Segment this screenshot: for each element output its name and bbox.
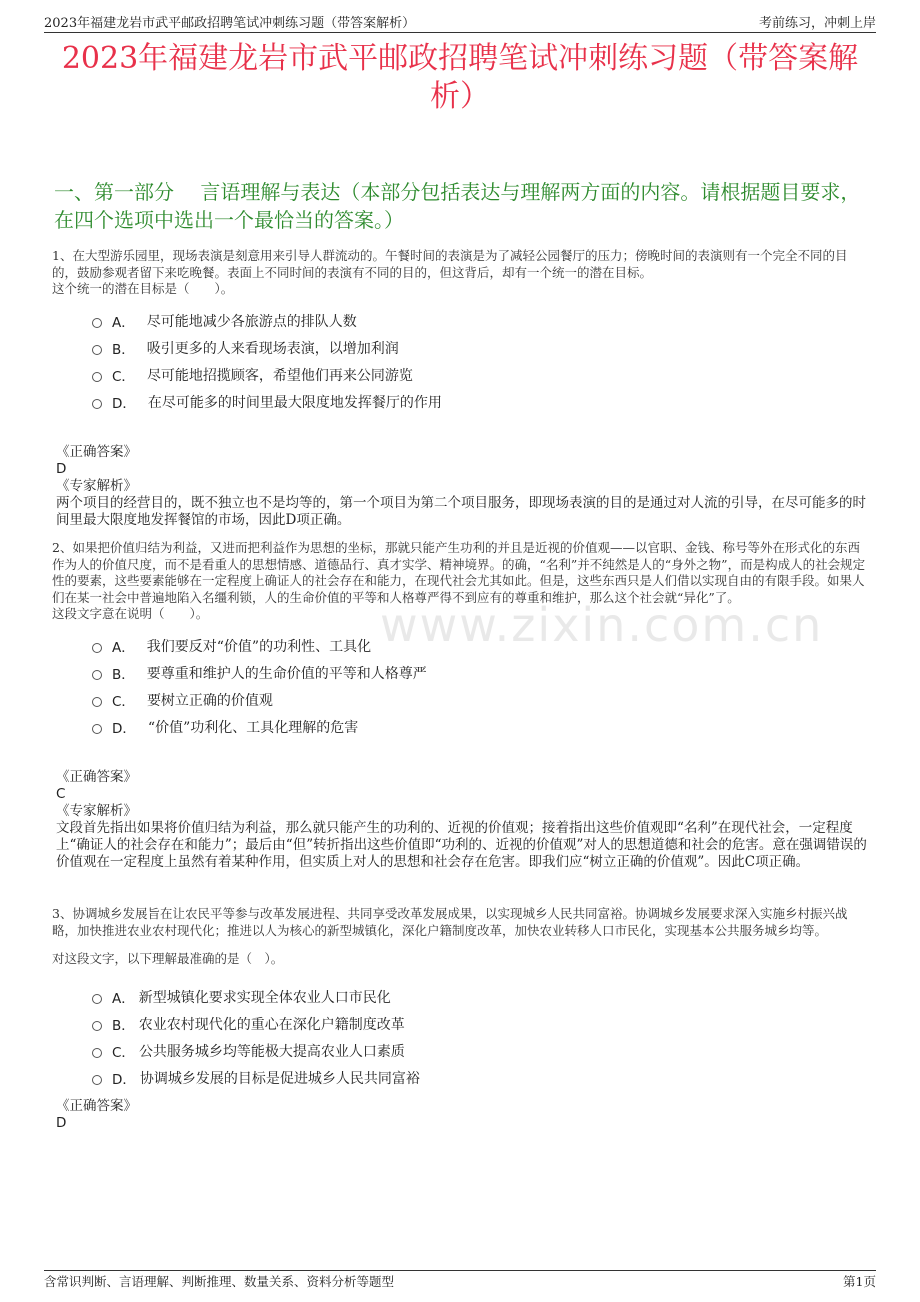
option-text: 新型城镇化要求实现全体农业人口市民化 bbox=[138, 990, 391, 1006]
option-letter: A． bbox=[112, 640, 135, 656]
option-text: “价值”功利化、工具化理解的危害 bbox=[147, 720, 359, 736]
question-text: 3、协调城乡发展旨在让农民平等参与改革发展进程、共同享受改革发展成果，以实现城乡人民共同富裕。协调城乡发展要求深入实施乡村振兴战略，加快推进农业农村现代化；推进以人为核心的新型城镇化，深化户籍制度改革，加快农业转移人口市民化，实现基本公共服务城乡均等。 bbox=[52, 906, 848, 938]
question-text: 2、如果把价值归结为利益，又进而把利益作为思想的坐标，那就只能产生功利的并且是近视的价值观——以官职、金钱、称号等外在形式化的东西作为人的价值尺度，而不是看重人的思想情感、道德品行、真才实学、精神境界。的确，“名利”并不纯然是人的“身外之物”，而是构成人的社会规定性的要素，这些要素能够在一定程度上确证人的社会存在和能力，在现代社会尤其如此。但是，这些东西只是人们借以实现自由的有限手段。如果人们在某一社会中普遍地陷入名缰利锁，人的生命价值的平等和人格尊严得不到应有的尊重和维护，那么这个社会就“异化”了。 bbox=[52, 540, 866, 605]
option-text: 农业农村现代化的重心在深化户籍制度改革 bbox=[138, 1017, 405, 1033]
option-a[interactable] bbox=[92, 984, 870, 1011]
option-d[interactable] bbox=[92, 714, 870, 741]
radio-icon[interactable] bbox=[92, 399, 102, 409]
option-letter: C． bbox=[112, 1045, 135, 1061]
radio-icon[interactable] bbox=[92, 670, 102, 680]
analysis-text: 文段首先指出如果将价值归结为利益，那么就只能产生的功利的、近视的价值观；接着指出这些价值观即“名利”在现代社会，一定程度上“确证人的社会存在和能力”；最后由“但”转折指出这些价值即“功利的、近视的价值观”对人的思想道德和社会的危害。意在强调错误的价值观在一定程度上虽然有着某种作用，但实质上对人的思想和社会存在危害。即我们应“树立正确的价值观”。因此C项正确。 bbox=[56, 819, 867, 870]
option-text: 吸引更多的人来看现场表演，以增加利润 bbox=[146, 341, 399, 357]
radio-icon[interactable] bbox=[92, 1021, 102, 1031]
question-3 bbox=[52, 906, 870, 1132]
answer-label: 《正确答案》 bbox=[56, 768, 137, 785]
answer-value: C bbox=[56, 785, 66, 802]
option-text: 尽可能地招揽顾客，希望他们再来公同游览 bbox=[146, 368, 413, 384]
option-c[interactable] bbox=[92, 687, 870, 714]
answer-value: D bbox=[56, 1114, 67, 1131]
answer-value: D bbox=[56, 460, 67, 477]
radio-icon[interactable] bbox=[92, 345, 102, 355]
option-letter: C． bbox=[112, 694, 135, 710]
option-letter: B． bbox=[112, 1018, 135, 1034]
radio-icon[interactable] bbox=[92, 994, 102, 1004]
option-text: 尽可能地减少各旅游点的排队人数 bbox=[146, 314, 357, 330]
question-2 bbox=[52, 540, 870, 871]
radio-icon[interactable] bbox=[92, 372, 102, 382]
answer-label: 《正确答案》 bbox=[56, 443, 137, 460]
option-text: 我们要反对“价值”的功利性、工具化 bbox=[146, 639, 372, 655]
option-letter: B． bbox=[112, 667, 135, 683]
question-text: 1、在大型游乐园里，现场表演是刻意用来引导人群流动的。午餐时间的表演是为了减轻公园餐厅的压力；傍晚时间的表演则有一个完全不同的目的，鼓励参观者留下来吃晚餐。表面上不同时间的表演有不同的目的，但这背后，却有一个统一的潜在目标。 bbox=[52, 248, 848, 280]
option-letter: D． bbox=[112, 1072, 136, 1088]
option-list bbox=[92, 308, 870, 416]
option-letter: B． bbox=[112, 342, 135, 358]
option-text: 协调城乡发展的目标是促进城乡人民共同富裕 bbox=[139, 1071, 420, 1087]
radio-icon[interactable] bbox=[92, 697, 102, 707]
option-text: 要尊重和维护人的生命价值的平等和人格尊严 bbox=[146, 666, 427, 682]
option-c[interactable] bbox=[92, 1038, 870, 1065]
page-number: 第1页 bbox=[843, 1274, 876, 1289]
answer-label: 《正确答案》 bbox=[56, 1097, 137, 1114]
analysis-label: 《专家解析》 bbox=[56, 477, 137, 494]
option-letter: A． bbox=[112, 315, 135, 331]
radio-icon[interactable] bbox=[92, 318, 102, 328]
radio-icon[interactable] bbox=[92, 1075, 102, 1085]
analysis-label: 《专家解析》 bbox=[56, 802, 137, 819]
option-d[interactable] bbox=[92, 389, 870, 416]
answer-block bbox=[56, 769, 870, 871]
question-stem bbox=[52, 906, 870, 968]
option-b[interactable] bbox=[92, 335, 870, 362]
option-c[interactable] bbox=[92, 362, 870, 389]
radio-icon[interactable] bbox=[92, 1048, 102, 1058]
watermark: www.zixin.com.cn bbox=[380, 598, 824, 652]
option-text: 要树立正确的价值观 bbox=[146, 693, 273, 709]
document-title: 2023年福建龙岩市武平邮政招聘笔试冲刺练习题（带答案解析） bbox=[61, 41, 859, 114]
option-a[interactable] bbox=[92, 308, 870, 335]
page-header bbox=[44, 10, 876, 33]
question-prompt: 对这段文字，以下理解最准确的是（ ）。 bbox=[52, 951, 284, 966]
analysis-text: 两个项目的经营目的，既不独立也不是均等的，第一个项目为第二个项目服务，即现场表演的目的是通过对人流的引导，在尽可能多的时间里最大限度地发挥餐馆的市场，因此D项正确。 bbox=[56, 494, 866, 528]
footer-note: 含常识判断、言语理解、判断推理、数量关系、资料分析等题型 bbox=[44, 1274, 395, 1289]
answer-block bbox=[56, 444, 870, 529]
question-prompt: 这段文字意在说明（ ）。 bbox=[52, 606, 209, 621]
option-letter: C． bbox=[112, 369, 135, 385]
radio-icon[interactable] bbox=[92, 724, 102, 734]
option-text: 在尽可能多的时间里最大限度地发挥餐厅的作用 bbox=[147, 395, 442, 411]
option-d[interactable] bbox=[92, 1065, 870, 1092]
question-prompt: 这个统一的潜在目标是（ ）。 bbox=[52, 281, 234, 296]
question-stem bbox=[52, 248, 870, 298]
header-title: 2023年福建龙岩市武平邮政招聘笔试冲刺练习题（带答案解析） bbox=[44, 15, 416, 31]
radio-icon[interactable] bbox=[92, 643, 102, 653]
option-letter: D． bbox=[112, 721, 136, 737]
option-list bbox=[92, 984, 870, 1092]
page-footer bbox=[44, 1270, 876, 1291]
option-text: 公共服务城乡均等能极大提高农业人口素质 bbox=[138, 1044, 405, 1060]
option-letter: D． bbox=[112, 396, 136, 412]
option-b[interactable] bbox=[92, 1011, 870, 1038]
answer-block bbox=[56, 1098, 870, 1132]
option-letter: A． bbox=[112, 991, 135, 1007]
header-slogan: 考前练习，冲刺上岸 bbox=[758, 15, 876, 31]
option-b[interactable] bbox=[92, 660, 870, 687]
section-heading: 一、第一部分 言语理解与表达（本部分包括表达与理解两方面的内容。请根据题目要求，在四个选项中选出一个最恰当的答案。） bbox=[54, 180, 861, 232]
question-1 bbox=[52, 248, 870, 529]
